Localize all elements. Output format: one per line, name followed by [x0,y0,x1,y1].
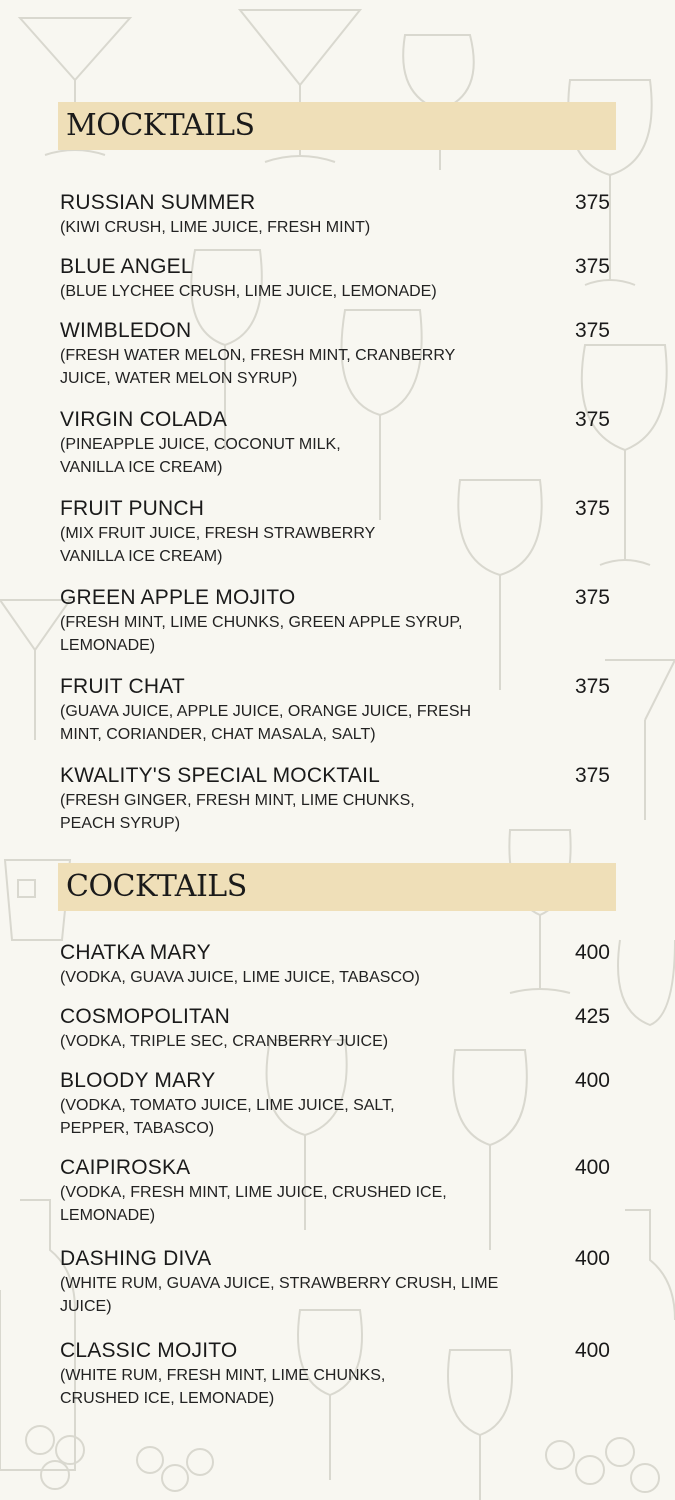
item-name: CLASSIC MOJITO [60,1339,238,1362]
menu-item [60,318,610,390]
menu-item [60,674,610,746]
item-price: 375 [574,675,610,698]
item-price: 375 [574,764,610,787]
item-description: (VODKA, GUAVA JUICE, LIME JUICE, TABASCO) [60,969,420,986]
item-name: COSMOPOLITAN [60,1005,231,1028]
menu-item [60,190,610,239]
item-description: (WHITE RUM, FRESH MINT, LIME CHUNKS, CRUSHED ICE, LEMONADE) [60,1367,386,1407]
item-name: FRUIT CHAT [60,675,185,698]
item-description: (FRESH WATER MELON, FRESH MINT, CRANBERRY JUICE, WATER MELON SYRUP) [60,347,455,387]
item-price: 375 [574,586,610,609]
item-description: (KIWI CRUSH, LIME JUICE, FRESH MINT) [60,219,371,236]
item-name: KWALITY'S SPECIAL MOCKTAIL [60,764,381,787]
item-description: (FRESH GINGER, FRESH MINT, LIME CHUNKS, PEACH SYRUP) [60,792,415,832]
item-name: WIMBLEDON [60,319,192,342]
item-description: (BLUE LYCHEE CRUSH, LIME JUICE, LEMONADE) [60,283,437,300]
menu-item [60,1155,610,1227]
cocktails-title: COCKTAILS [66,869,247,904]
menu-item [60,254,610,303]
menu-item [60,763,610,835]
item-description: (GUAVA JUICE, APPLE JUICE, ORANGE JUICE, FRESH MINT, CORIANDER, CHAT MASALA, SALT) [60,703,472,743]
menu-item [60,585,610,657]
cocktails-header-bar [58,863,616,911]
item-price: 400 [574,1339,610,1362]
item-price: 400 [574,941,610,964]
item-price: 400 [574,1247,610,1270]
menu-item [60,1068,610,1140]
menu-item [60,1246,610,1318]
item-price: 375 [574,408,610,431]
item-name: FRUIT PUNCH [60,497,205,520]
menu-item [60,496,610,568]
item-price: 375 [574,255,610,278]
item-description: (FRESH MINT, LIME CHUNKS, GREEN APPLE SYRUP, LEMONADE) [60,614,463,654]
item-price: 425 [574,1005,610,1028]
mocktails-header-bar [58,102,616,150]
item-name: VIRGIN COLADA [60,408,228,431]
item-price: 375 [574,191,610,214]
item-name: RUSSIAN SUMMER [60,191,256,214]
menu-item [60,1338,610,1410]
item-description: (PINEAPPLE JUICE, COCONUT MILK, VANILLA ICE CREAM) [60,436,341,476]
item-price: 375 [574,497,610,520]
item-name: GREEN APPLE MOJITO [60,586,296,609]
menu-item [60,1004,610,1053]
item-description: (MIX FRUIT JUICE, FRESH STRAWBERRY VANILLA ICE CREAM) [60,525,375,565]
mocktails-title: MOCKTAILS [66,108,255,143]
item-name: CAIPIROSKA [60,1156,191,1179]
item-name: BLUE ANGEL [60,255,193,278]
item-description: (VODKA, FRESH MINT, LIME JUICE, CRUSHED ICE, LEMONADE) [60,1184,447,1224]
item-name: BLOODY MARY [60,1069,216,1092]
item-price: 400 [574,1069,610,1092]
item-description: (VODKA, TRIPLE SEC, CRANBERRY JUICE) [60,1033,389,1050]
item-name: DASHING DIVA [60,1247,212,1270]
item-name: CHATKA MARY [60,941,211,964]
item-description: (WHITE RUM, GUAVA JUICE, STRAWBERRY CRUSH, LIME JUICE) [60,1275,499,1315]
menu-item [60,407,610,479]
item-price: 375 [574,319,610,342]
item-description: (VODKA, TOMATO JUICE, LIME JUICE, SALT, PEPPER, TABASCO) [60,1097,395,1137]
item-price: 400 [574,1156,610,1179]
menu-item [60,940,610,989]
